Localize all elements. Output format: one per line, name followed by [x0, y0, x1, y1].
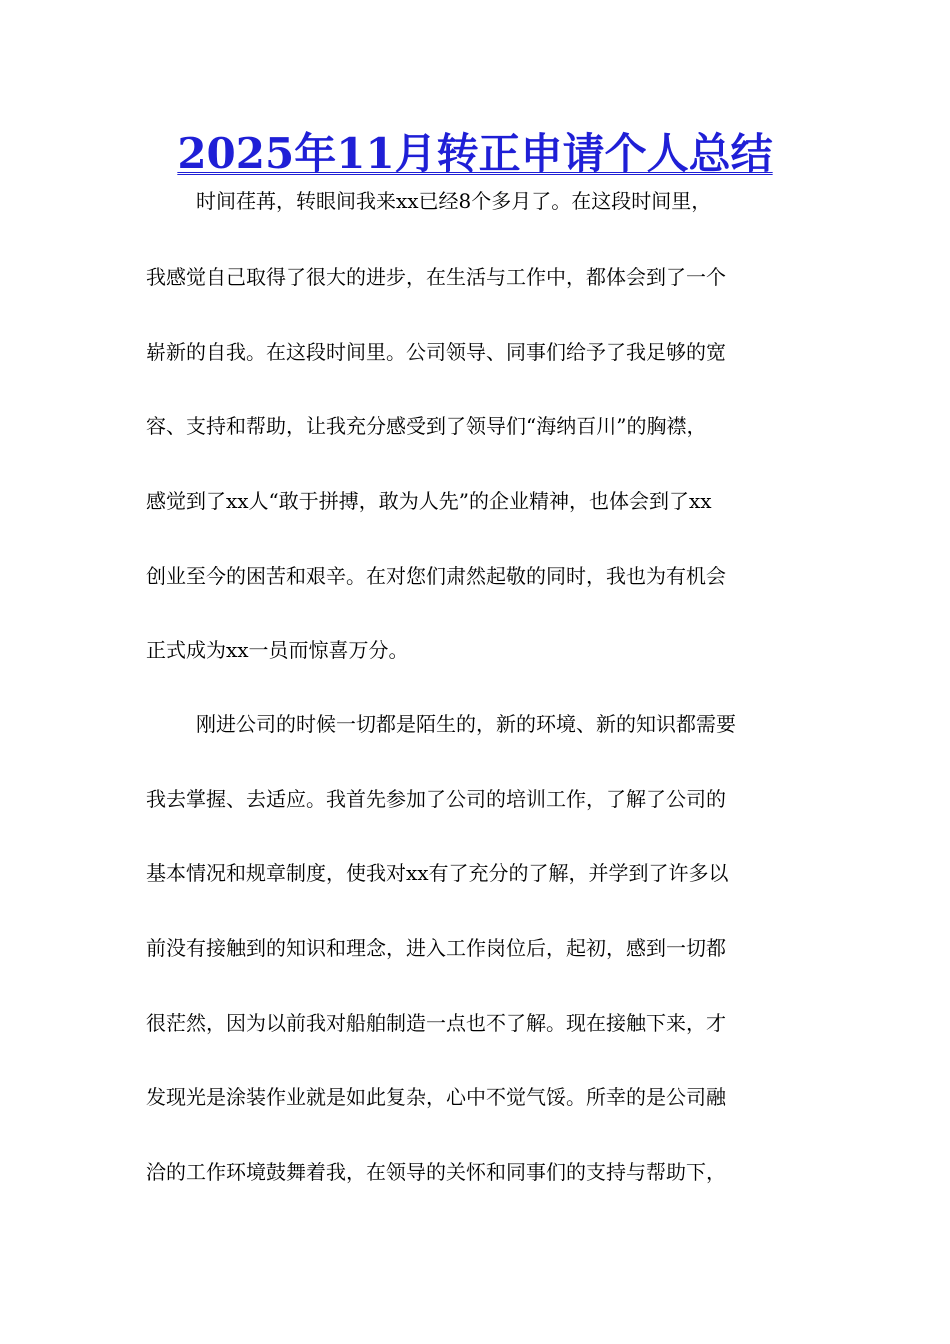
paragraph-2-line-3: 基本情况和规章制度，使我对xx有了充分的了解，并学到了许多以 [146, 861, 729, 885]
paragraph-1-line-5: 感觉到了xx人“敢于拼搏，敢为人先”的企业精神，也体会到了xx [146, 489, 712, 513]
paragraph-2-line-1: 刚进公司的时候一切都是陌生的，新的环境、新的知识都需要 [196, 712, 736, 736]
paragraph-1-line-2: 我感觉自己取得了很大的进步，在生活与工作中，都体会到了一个 [146, 265, 726, 289]
paragraph-1-line-7: 正式成为xx一员而惊喜万分。 [146, 638, 409, 662]
paragraph-2-line-6: 发现光是涂装作业就是如此复杂，心中不觉气馁。所幸的是公司融 [146, 1085, 726, 1109]
paragraph-1-line-4: 容、支持和帮助，让我充分感受到了领导们“海纳百川”的胸襟， [146, 414, 707, 438]
paragraph-1-line-6: 创业至今的困苦和艰辛。在对您们肃然起敬的同时，我也为有机会 [146, 564, 726, 588]
paragraph-2-line-4: 前没有接触到的知识和理念，进入工作岗位后，起初，感到一切都 [146, 936, 726, 960]
document-title-text: 2025年11月转正申请个人总结 [177, 129, 773, 178]
paragraph-2-line-7: 洽的工作环境鼓舞着我，在领导的关怀和同事们的支持与帮助下， [146, 1160, 726, 1184]
paragraph-1-line-1: 时间荏苒，转眼间我来xx已经8个多月了。在这段时间里， [196, 189, 712, 213]
document-title [0, 126, 950, 182]
paragraph-2-line-2: 我去掌握、去适应。我首先参加了公司的培训工作，了解了公司的 [146, 787, 726, 811]
paragraph-1-line-3: 崭新的自我。在这段时间里。公司领导、同事们给予了我足够的宽 [146, 340, 726, 364]
paragraph-2-line-5: 很茫然，因为以前我对船舶制造一点也不了解。现在接触下来，才 [146, 1011, 726, 1035]
